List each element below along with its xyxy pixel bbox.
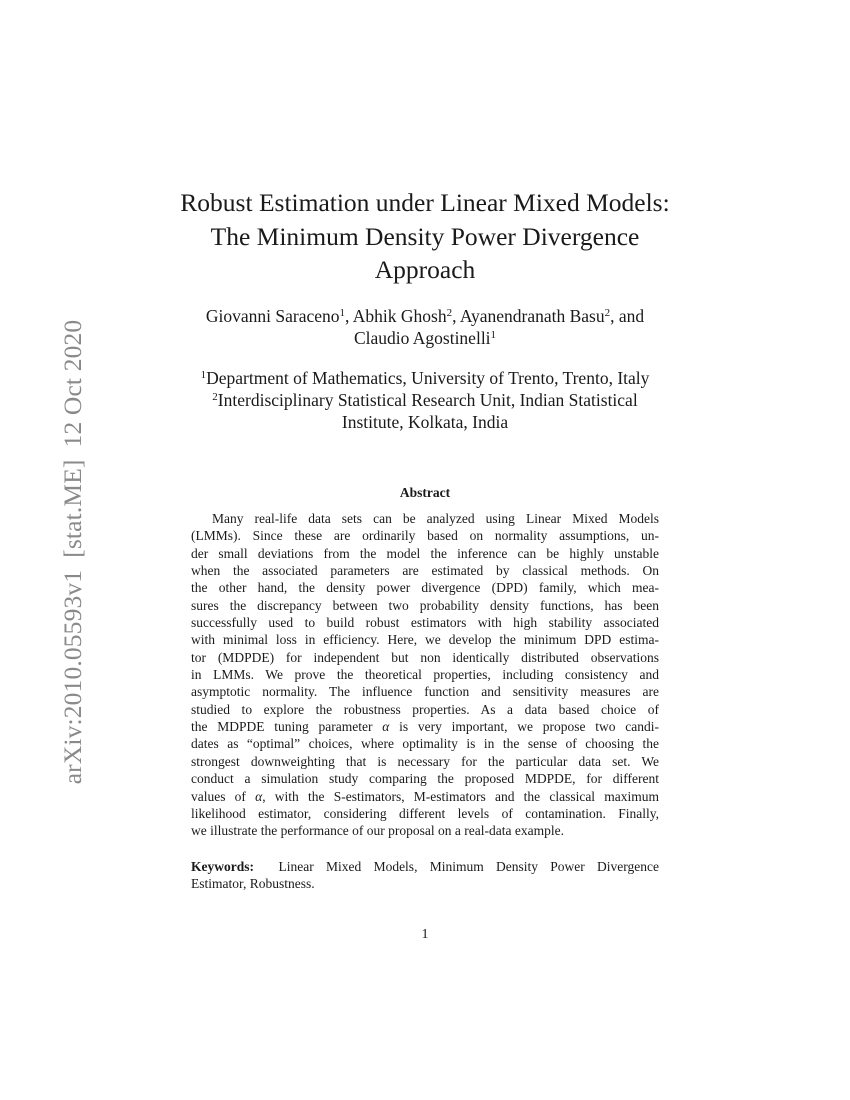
- abstract-line: studied to explore the robustness properties. As a data based choice of: [191, 701, 659, 717]
- author-line-2: [125, 327, 725, 349]
- paper-title: [125, 186, 725, 287]
- abstract-body: [191, 510, 659, 840]
- author-affil-mark: 1: [490, 329, 497, 341]
- abstract-line: asymptotic normality. The influence function and sensitivity measures are: [191, 684, 659, 700]
- arxiv-category: [stat.ME]: [58, 459, 87, 558]
- abstract-line: in LMMs. We prove the theoretical properties, including consistency and: [191, 667, 659, 683]
- abstract-line: Many real-life data sets can be analyzed using Linear Mixed Models: [212, 511, 659, 526]
- abstract-line: conduct a simulation study comparing the proposed MDPDE, for different: [191, 771, 659, 787]
- abstract-line: the MDPDE tuning parameter α is very important, we propose two candi-: [191, 719, 659, 735]
- abstract-line: (LMMs). Since these are ordinarily based on normality assumptions, un-: [191, 528, 659, 544]
- abstract-line: with minimal loss in efficiency. Here, we develop the minimum DPD estima-: [191, 632, 659, 648]
- affiliation-2: $^2$Interdisciplinary Statistical Research Unit, Indian Statistical: [212, 390, 638, 410]
- abstract-line: sures the discrepancy between two probability density functions, has been: [191, 597, 659, 613]
- arxiv-date: 12 Oct 2020: [58, 319, 87, 448]
- abstract-line: values of α, with the S-estimators, M-estimators and the classical maximum: [191, 788, 660, 804]
- author-list: [125, 305, 725, 349]
- keywords-block: [191, 858, 659, 893]
- author-line-1: Giovanni Saraceno$^1$, Abhik Ghosh$^2$, Ayanendranath Basu$^2$, and: [205, 306, 645, 326]
- alpha-symbol: α: [382, 719, 390, 735]
- title-line-2: The Minimum Density Power Divergence: [210, 221, 640, 251]
- abstract-line: the other hand, the density power divergence (DPD) family, which mea-: [191, 580, 659, 596]
- affiliation-2-continued: Institute, Kolkata, India: [341, 412, 509, 432]
- page-number: 1: [421, 927, 429, 942]
- title-line-3: Approach: [374, 255, 476, 284]
- keywords-label: Keywords:: [191, 859, 254, 874]
- title-line-1: Robust Estimation under Linear Mixed Models:: [180, 188, 670, 217]
- author-affil-mark: 1: [339, 307, 345, 319]
- abstract-line: likelihood estimator, considering different levels of contamination. Finally,: [191, 805, 659, 821]
- affiliation-1: $^1$Department of Mathematics, University of Trento, Trento, Italy: [200, 368, 650, 388]
- author-name: Giovanni Saraceno: [205, 306, 340, 326]
- author-name: Ayanendranath Basu: [459, 306, 605, 326]
- author-name: Claudio Agostinelli: [353, 328, 491, 348]
- abstract-line: strongest downweighting that is necessary for the particular data set. We: [191, 753, 659, 769]
- author-affil-mark: 2: [446, 307, 453, 319]
- author-name: Abhik Ghosh: [352, 306, 447, 326]
- abstract-line: der small deviations from the model the inference can be highly unstable: [191, 545, 659, 561]
- keywords-line-2: Estimator, Robustness.: [191, 876, 315, 892]
- arxiv-id: arXiv:2010.05593v1: [58, 569, 87, 785]
- abstract-heading: Abstract: [399, 485, 451, 500]
- abstract-line: successfully used to build robust estimators with high stability associated: [191, 615, 659, 631]
- abstract-line: dates as “optimal” choices, where optimality is in the sense of choosing the: [191, 736, 659, 752]
- alpha-symbol: α: [255, 788, 263, 804]
- abstract-line: tor (MDPDE) for independent but non identically distributed observations: [191, 649, 659, 665]
- abstract-line: we illustrate the performance of our proposal on a real-data example.: [191, 823, 564, 839]
- affiliation-list: [125, 367, 725, 433]
- keywords-line-1: Keywords: Linear Mixed Models, Minimum Density Power Divergence: [191, 859, 659, 874]
- author-affil-mark: 2: [604, 307, 611, 319]
- arxiv-identifier-stamp: [58, 320, 88, 785]
- abstract-line: when the associated parameters are estimated by classical methods. On: [191, 563, 659, 579]
